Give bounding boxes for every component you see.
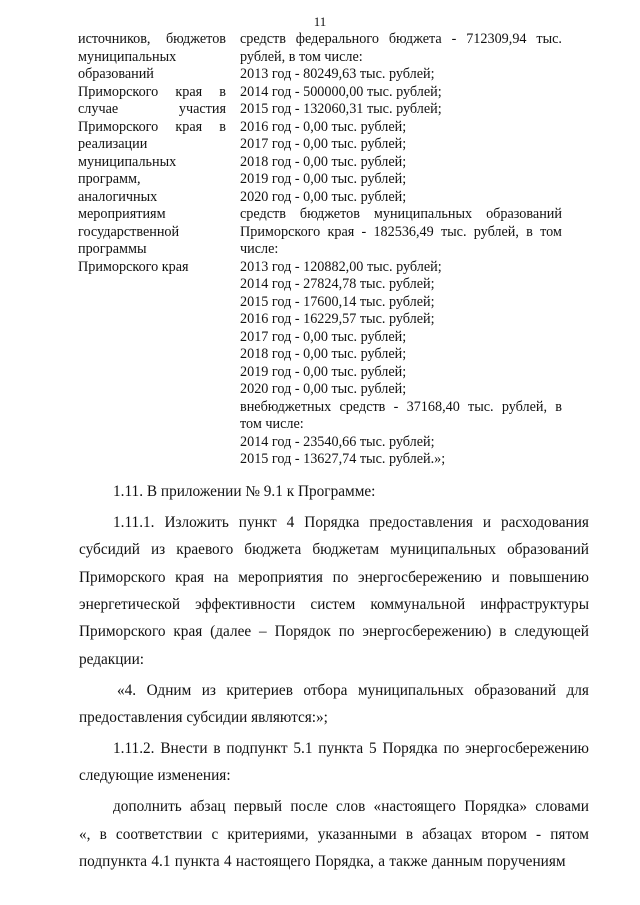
word: критериями,	[227, 825, 309, 843]
word: в	[526, 223, 533, 240]
paragraph	[79, 677, 589, 732]
right-column-line	[240, 224, 562, 242]
word: Приморского края	[78, 258, 189, 275]
paragraph-line	[79, 848, 589, 875]
word: 2015 год - 13627,74 тыс. рублей.»;	[240, 451, 446, 467]
word: «,	[79, 825, 91, 843]
word: бюджетов	[165, 31, 226, 47]
word: тыс.	[468, 398, 494, 415]
right-column-line	[240, 49, 562, 67]
word: средств	[339, 398, 386, 415]
word: тыс.	[440, 223, 467, 240]
word: и	[482, 513, 492, 531]
word: федерального	[295, 31, 379, 47]
word: –	[259, 623, 267, 641]
word: из	[151, 541, 166, 559]
word: энергосбережению)	[362, 623, 492, 641]
word: «настоящего	[373, 798, 456, 816]
word: отбора	[303, 681, 348, 699]
right-column-line	[240, 416, 562, 434]
word: данным	[431, 853, 483, 871]
word: 2017 год - 0,00 тыс. рублей;	[240, 136, 407, 152]
word: бюджетам	[312, 541, 380, 559]
left-column-line	[78, 224, 226, 242]
word: 2017 год - 0,00 тыс. рублей;	[240, 328, 407, 345]
left-column-line	[78, 66, 226, 84]
word: внебюджетных	[240, 398, 332, 415]
right-column-line	[240, 276, 562, 294]
page-number: 11	[313, 14, 327, 29]
word: подпункта	[79, 853, 148, 871]
word: краевого	[176, 541, 234, 559]
word: -	[451, 31, 457, 47]
paragraph-line	[79, 646, 589, 673]
passport-row-label	[78, 31, 226, 276]
word: и	[491, 568, 500, 586]
word: 2018 год - 0,00 тыс. рублей;	[240, 346, 407, 362]
word: 2020 год - 0,00 тыс. рублей;	[240, 381, 407, 397]
word: эффективности	[195, 596, 296, 614]
word: в	[219, 118, 226, 135]
word: Порядка	[382, 740, 438, 758]
left-column-line	[78, 101, 226, 119]
left-column-line	[78, 49, 226, 67]
right-column-line	[240, 154, 562, 172]
word: муниципальных	[78, 153, 177, 170]
word: средств	[240, 31, 286, 47]
right-column-line	[240, 329, 562, 347]
left-column-line	[78, 31, 226, 49]
word: мероприятиям	[78, 206, 166, 222]
paragraph-line	[79, 591, 589, 618]
word: муниципальных	[373, 206, 473, 222]
word: предоставления субсидии являются:»;	[79, 709, 328, 727]
word: программы	[78, 241, 147, 257]
word: 1.11.2.	[113, 740, 155, 758]
word: 2014 год - 23540,66 тыс. рублей;	[240, 433, 435, 450]
paragraph	[79, 793, 589, 875]
word: числе:	[240, 241, 279, 257]
right-column-line	[240, 434, 562, 452]
paragraph-line	[79, 618, 589, 645]
right-column-line	[240, 294, 562, 312]
word: бюджета	[244, 541, 302, 559]
word: программ,	[78, 171, 141, 187]
right-column-line	[240, 364, 562, 382]
word: рублей,	[501, 398, 548, 415]
word: соответствии	[115, 825, 203, 843]
word: Приморского	[79, 623, 166, 641]
word: края	[173, 623, 203, 641]
paragraph	[79, 478, 589, 505]
word: а	[378, 853, 386, 871]
passport-row-value	[240, 31, 562, 469]
word: рублей,	[473, 223, 519, 240]
word: на	[213, 568, 229, 586]
word: энергетической	[79, 596, 181, 614]
word: словами	[535, 798, 589, 816]
word: также	[389, 853, 428, 871]
document-body	[79, 478, 589, 875]
word: 2013 год - 80249,63 тыс. рублей;	[240, 66, 435, 82]
left-column-line	[78, 259, 226, 277]
right-column-line	[240, 241, 562, 259]
left-column-line	[78, 136, 226, 154]
word: пункта	[318, 740, 364, 758]
word: края	[327, 223, 355, 240]
word: Приморского	[79, 568, 166, 586]
word: 2020 год - 0,00 тыс. рублей;	[240, 188, 407, 205]
word: 2013 год - 120882,00 тыс. рублей;	[240, 258, 442, 275]
word: бюджетов	[299, 206, 360, 222]
word: первый	[233, 798, 283, 816]
word: после	[290, 798, 328, 816]
paragraph-line	[79, 564, 589, 591]
right-column-line	[240, 399, 562, 417]
word: рублей, в том числе:	[240, 48, 363, 65]
word: края	[175, 118, 203, 135]
right-column-line	[240, 259, 562, 277]
word: образований	[507, 541, 589, 559]
word: 4.1	[151, 853, 171, 871]
word: муниципальных	[78, 48, 177, 65]
paragraph-line	[79, 762, 589, 789]
word: «4.	[117, 681, 137, 699]
paragraph-line	[79, 509, 589, 536]
paragraph	[79, 735, 589, 790]
left-column-line	[78, 206, 226, 224]
word: участия	[178, 101, 226, 117]
word: 37168,40	[406, 398, 460, 415]
word: дополнить	[113, 798, 182, 816]
word: в	[405, 825, 414, 843]
word: абзацах	[422, 825, 473, 843]
word: по	[332, 568, 349, 586]
word: по	[338, 623, 355, 641]
paragraph-line	[79, 677, 589, 704]
word: Изложить	[164, 513, 229, 531]
word: 2015 год - 132060,31 тыс. рублей;	[240, 101, 442, 117]
word: муниципальных	[357, 681, 464, 699]
paragraph-line	[79, 821, 589, 848]
paragraph-line	[79, 793, 589, 820]
word: 2015 год - 17600,14 тыс. рублей;	[240, 293, 435, 310]
right-column-line	[240, 189, 562, 207]
word: в	[99, 825, 107, 843]
word: Порядок	[274, 623, 331, 641]
word: 4	[223, 853, 232, 871]
word: Приморского	[78, 118, 159, 135]
word: 2014 год - 500000,00 тыс. рублей;	[240, 83, 442, 100]
word: 5	[369, 740, 377, 758]
word: аналогичных	[78, 188, 158, 205]
word: 2016 год - 0,00 тыс. рублей;	[240, 118, 407, 135]
left-column-line	[78, 171, 226, 189]
paragraph	[79, 509, 589, 673]
word: из	[201, 681, 216, 699]
word: образований	[474, 681, 557, 699]
word: тыс.	[536, 31, 562, 47]
right-column-line	[240, 311, 562, 329]
left-column-line	[78, 119, 226, 137]
word: для	[566, 681, 589, 699]
word: бюджета	[388, 31, 442, 47]
paragraph-line	[79, 735, 589, 762]
word: 2019 год - 0,00 тыс. рублей;	[240, 171, 407, 187]
word: Порядка,	[314, 853, 374, 871]
word: 1.11.1.	[113, 513, 155, 531]
word: указанными	[317, 825, 397, 843]
word: втором	[481, 825, 527, 843]
word: источников,	[78, 31, 151, 47]
word: реализации	[78, 136, 148, 152]
word: в	[499, 623, 507, 641]
word: 4	[286, 513, 295, 531]
word: 182536,49	[373, 223, 434, 240]
word: подпункт	[226, 740, 288, 758]
word: 1.11. В приложении № 9.1 к Программе:	[113, 483, 376, 500]
paragraph-line	[79, 704, 589, 731]
word: критериев	[226, 681, 293, 699]
word: муниципальных	[390, 541, 497, 559]
word: средств	[240, 206, 286, 222]
word: том	[540, 223, 562, 240]
word: энергосбережению	[358, 568, 482, 586]
word: Приморского	[240, 223, 321, 240]
word: настоящего	[235, 853, 311, 871]
word: следующей	[514, 623, 589, 641]
right-column-line	[240, 119, 562, 137]
word: образований	[78, 66, 154, 82]
word: расходования	[500, 513, 589, 531]
word: 2016 год - 16229,57 тыс. рублей;	[240, 311, 435, 327]
word: абзац	[189, 798, 226, 816]
word: Внести	[160, 740, 208, 758]
word: энергосбережению	[465, 740, 589, 758]
word: образований	[486, 206, 562, 222]
right-column-line	[240, 101, 562, 119]
left-column-line	[78, 189, 226, 207]
word: повышению	[509, 568, 589, 586]
word: редакции:	[79, 650, 145, 668]
word: Одним	[146, 681, 192, 699]
word: Приморского	[78, 83, 159, 100]
word: инфраструктуры	[480, 596, 589, 614]
word: поручениям	[487, 853, 566, 871]
word: пункт	[238, 513, 277, 531]
word: края	[175, 568, 205, 586]
word: -	[361, 223, 367, 240]
word: 5.1	[293, 740, 313, 758]
word: 2018 год - 0,00 тыс. рублей;	[240, 153, 407, 170]
word: в	[213, 740, 221, 758]
word: в	[219, 83, 226, 100]
word: Порядка	[304, 513, 360, 531]
word: государственной	[78, 223, 180, 240]
right-column-line	[240, 206, 562, 224]
right-column-line	[240, 31, 562, 49]
left-column-line	[78, 84, 226, 102]
word: слов	[336, 798, 366, 816]
word: 2019 год - 0,00 тыс. рублей;	[240, 363, 407, 380]
right-column-line	[240, 381, 562, 399]
word: (далее	[210, 623, 252, 641]
word: пятом	[550, 825, 589, 843]
left-column-line	[78, 241, 226, 259]
word: субсидий	[79, 541, 140, 559]
word: пункта	[174, 853, 220, 871]
paragraph-line	[79, 478, 589, 505]
word: 2014 год - 27824,78 тыс. рублей;	[240, 276, 435, 292]
word: том числе:	[240, 416, 304, 432]
word: следующие изменения:	[79, 767, 231, 785]
right-column-line	[240, 84, 562, 102]
word: 712309,94	[466, 31, 527, 47]
word: по	[443, 740, 460, 758]
left-column-line	[78, 154, 226, 172]
word: -	[536, 825, 542, 843]
right-column-line	[240, 171, 562, 189]
word: предоставления	[369, 513, 473, 531]
word: края	[175, 83, 203, 100]
paragraph-line	[79, 536, 589, 563]
word: в	[555, 398, 562, 415]
word: коммунальной	[370, 596, 466, 614]
word: мероприятия	[238, 568, 323, 586]
right-column-line	[240, 136, 562, 154]
word: Порядка»	[464, 798, 527, 816]
right-column-line	[240, 66, 562, 84]
word: с	[211, 825, 219, 843]
right-column-line	[240, 346, 562, 364]
word: -	[393, 398, 399, 415]
word: систем	[310, 596, 356, 614]
right-column-line	[240, 451, 562, 469]
word: случае	[78, 101, 119, 117]
